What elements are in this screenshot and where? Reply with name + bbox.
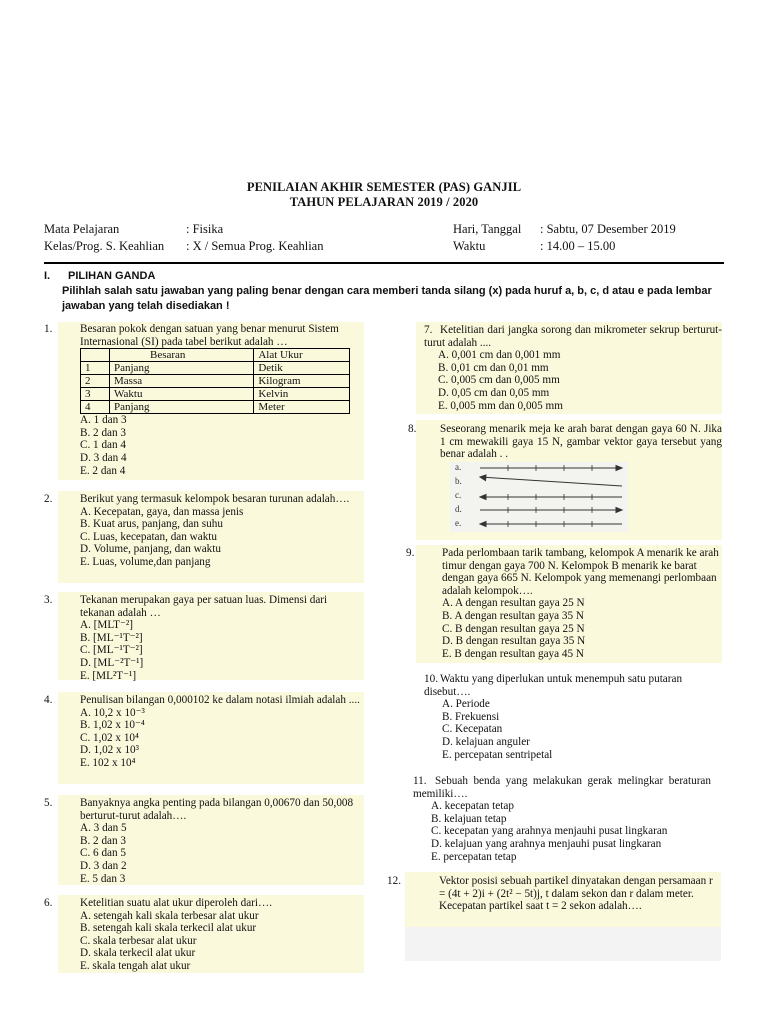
q5-option-e: E. 5 dan 3 bbox=[80, 872, 126, 885]
date-label: Hari, Tanggal bbox=[453, 222, 522, 236]
q9-option-b: B. A dengan resultan gaya 35 N bbox=[442, 609, 584, 622]
table-cell: Panjang bbox=[110, 401, 254, 414]
arrowhead-a bbox=[616, 466, 622, 471]
q6-option-e: E. skala tengah alat ukur bbox=[80, 959, 191, 972]
q4-option-e: E. 102 x 10⁴ bbox=[80, 756, 136, 769]
q3-option-b: B. [ML⁻¹T⁻²] bbox=[80, 631, 143, 644]
q5-option-c: C. 6 dan 5 bbox=[80, 847, 126, 860]
q10-option-c: C. Kecepatan bbox=[442, 723, 503, 736]
arrowhead-b bbox=[480, 475, 486, 481]
table-cell: 2 bbox=[81, 375, 110, 388]
subject-label: Mata Pelajaran bbox=[44, 222, 120, 236]
q10-stem: Waktu yang diperlukan untuk menempuh satu putaran disebut…. bbox=[424, 673, 683, 698]
q8-number: 8. bbox=[408, 423, 417, 435]
q9-option-c: C. B dengan resultan gaya 25 N bbox=[442, 622, 585, 635]
q8-vector-figure bbox=[450, 462, 628, 532]
time-label: Waktu bbox=[453, 239, 486, 253]
q4-option-b: B. 1,02 x 10⁻⁴ bbox=[80, 719, 145, 732]
q4-stem: Penulisan bilangan 0,000102 ke dalam notasi ilmiah adalah .... bbox=[80, 694, 360, 706]
q5-stem: Banyaknya angka penting pada bilangan 0,00670 dan 50,008 berturut-turut adalah…. bbox=[80, 797, 354, 822]
vector-diagram bbox=[450, 462, 628, 532]
q10-option-b: B. Frekuensi bbox=[442, 710, 500, 723]
q1-table bbox=[80, 348, 350, 414]
q2-option-b: B. Kuat arus, panjang, dan suhu bbox=[80, 518, 223, 531]
q9-number: 9. bbox=[406, 547, 415, 559]
vector-label-e: e. bbox=[455, 518, 462, 528]
q11-stem: Sebuah benda yang melakukan gerak melingkar beraturan memiliki…. bbox=[413, 775, 711, 800]
q5-number: 5. bbox=[44, 797, 53, 809]
vector-ticks bbox=[508, 465, 592, 527]
q1-option-c: C. 1 dan 4 bbox=[80, 439, 126, 452]
vector-label-b: b. bbox=[455, 476, 462, 486]
table-row bbox=[81, 388, 350, 401]
table-row bbox=[81, 349, 350, 362]
table-cell: Meter bbox=[254, 401, 350, 414]
q7-option-d: D. 0,05 cm dan 0,05 mm bbox=[438, 386, 550, 399]
class-value: : X / Semua Prog. Keahlian bbox=[186, 239, 324, 253]
table-header-cell: Alat Ukur bbox=[254, 349, 350, 362]
table-row bbox=[81, 362, 350, 375]
q3-option-c: C. [ML⁻¹T⁻²] bbox=[80, 644, 143, 657]
table-row bbox=[81, 375, 350, 388]
q7-stem: Ketelitian dari jangka sorong dan mikrometer sekrup berturut-turut adalah .... bbox=[424, 324, 722, 349]
q6-option-d: D. skala terkecil alat ukur bbox=[80, 947, 196, 960]
header-divider bbox=[44, 262, 724, 264]
q8-stem: Seseorang menarik meja ke arah barat dengan gaya 60 N. Jika 1 cm mewakili gaya 15 N, gambar vektor gaya tersebut yang benar adalah . . bbox=[440, 423, 722, 461]
q7-option-c: C. 0,005 cm dan 0,005 mm bbox=[438, 374, 560, 387]
q6-number: 6. bbox=[44, 897, 53, 909]
q9-option-e: E. B dengan resultan gaya 45 N bbox=[442, 647, 584, 660]
table-cell: Kelvin bbox=[254, 388, 350, 401]
table-header-cell bbox=[81, 349, 110, 362]
vector-label-c: c. bbox=[455, 490, 462, 500]
q6-option-c: C. skala terbesar alat ukur bbox=[80, 934, 197, 947]
q2-option-d: D. Volume, panjang, dan waktu bbox=[80, 543, 221, 556]
table-row bbox=[81, 401, 350, 414]
q3-option-d: D. [ML⁻²T⁻¹] bbox=[80, 656, 144, 669]
question-7 bbox=[424, 324, 722, 412]
q3-stem: Tekanan merupakan gaya per satuan luas. Dimensi dari tekanan adalah … bbox=[80, 594, 328, 619]
q1-stem: Besaran pokok dengan satuan yang benar menurut Sistem Internasional (SI) pada tabel berikut adalah … bbox=[80, 323, 339, 348]
table-cell: Massa bbox=[110, 375, 254, 388]
class-label: Kelas/Prog. S. Keahlian bbox=[44, 239, 165, 253]
q4-number: 4. bbox=[44, 694, 53, 706]
arrowhead-d bbox=[616, 508, 622, 513]
table-cell: 4 bbox=[81, 401, 110, 414]
q4-option-d: D. 1,02 x 10³ bbox=[80, 744, 139, 757]
q12-gray-area bbox=[405, 927, 721, 961]
q5-option-d: D. 3 dan 2 bbox=[80, 859, 127, 872]
q7-option-e: E. 0,005 mm dan 0,005 mm bbox=[438, 399, 563, 412]
table-header-cell: Besaran bbox=[110, 349, 254, 362]
q11-option-c: C. kecepatan yang arahnya menjauhi pusat lingkaran bbox=[431, 825, 668, 838]
q9-option-d: D. B dengan resultan gaya 35 N bbox=[442, 635, 586, 648]
q4-option-c: C. 1,02 x 10⁴ bbox=[80, 731, 139, 744]
section-instruction: Pilihlah salah satu jawaban yang paling benar dengan cara memberi tanda silang (x) pada huruf a, b, c, d atau e pada lembar jawaban yang telah disediakan ! bbox=[62, 285, 712, 312]
academic-year: TAHUN PELAJARAN 2019 / 2020 bbox=[289, 195, 479, 209]
q3-option-a: A. [MLT⁻²] bbox=[80, 619, 133, 632]
vector-b bbox=[480, 477, 622, 486]
q2-option-c: C. Luas, kecepatan, dan waktu bbox=[80, 530, 217, 543]
q11-option-d: D. kelajuan yang arahnya menjauhi pusat lingkaran bbox=[431, 837, 662, 850]
q2-option-e: E. Luas, volume,dan panjang bbox=[80, 555, 211, 568]
question-12 bbox=[387, 875, 719, 913]
table-cell: Panjang bbox=[110, 362, 254, 375]
vector-label-d: d. bbox=[455, 504, 462, 514]
arrowhead-c bbox=[480, 495, 486, 500]
date-value: : Sabtu, 07 Desember 2019 bbox=[540, 222, 676, 236]
q2-number: 2. bbox=[44, 493, 53, 505]
q11-number: 11. bbox=[413, 775, 427, 787]
q9-stem: Pada perlombaan tarik tambang, kelompok A menarik ke arah timur dengan gaya 700 N. Kelompok B menarik ke barat dengan gaya 665 N. Kelompok yang memenangi perlombaan adalah kelompok…. bbox=[442, 547, 719, 597]
q11-option-e: E. percepatan tetap bbox=[431, 850, 517, 863]
q3-number: 3. bbox=[44, 594, 53, 606]
q10-option-e: E. percepatan sentripetal bbox=[442, 748, 553, 761]
time-value: : 14.00 – 15.00 bbox=[540, 239, 616, 253]
table-cell: 1 bbox=[81, 362, 110, 375]
q1-option-e: E. 2 dan 4 bbox=[80, 464, 126, 477]
q6-option-b: B. setengah kali skala terkecil alat ukur bbox=[80, 922, 257, 935]
arrowhead-e bbox=[480, 522, 486, 527]
section-title: PILIHAN GANDA bbox=[68, 270, 156, 282]
q1-number: 1. bbox=[44, 323, 53, 335]
question-10 bbox=[424, 673, 722, 761]
exam-title: PENILAIAN AKHIR SEMESTER (PAS) GANJIL bbox=[246, 180, 522, 194]
table-cell: Waktu bbox=[110, 388, 254, 401]
q10-number: 10. bbox=[424, 673, 438, 685]
q1-option-d: D. 3 dan 4 bbox=[80, 451, 127, 464]
q11-option-a: A. kecepatan tetap bbox=[431, 800, 514, 813]
q6-stem: Ketelitian suatu alat ukur diperoleh dari…. bbox=[80, 897, 272, 909]
question-2 bbox=[44, 493, 362, 569]
q4-option-a: A. 10,2 x 10⁻³ bbox=[80, 706, 145, 719]
section-number: I. bbox=[44, 270, 51, 282]
q5-option-a: A. 3 dan 5 bbox=[80, 822, 127, 835]
subject-value: : Fisika bbox=[186, 222, 224, 236]
q2-option-a: A. Kecepatan, gaya, dan massa jenis bbox=[80, 505, 244, 518]
question-5 bbox=[44, 797, 362, 885]
q9-option-a: A. A dengan resultan gaya 25 N bbox=[442, 597, 585, 610]
q12-stem: Vektor posisi sebuah partikel dinyatakan dengan persamaan r = (4t + 2)i + (2t² − 5t)j, t dalam sekon dan r dalam meter. Kecepatan partikel saat t = 2 sekon adalah…. bbox=[439, 875, 713, 913]
q1-option-b: B. 2 dan 3 bbox=[80, 426, 126, 439]
q2-stem: Berikut yang termasuk kelompok besaran turunan adalah…. bbox=[80, 493, 350, 505]
table-cell: Detik bbox=[254, 362, 350, 375]
q10-option-a: A. Periode bbox=[442, 698, 490, 711]
question-3 bbox=[44, 594, 362, 682]
table-cell: 3 bbox=[81, 388, 110, 401]
q12-number: 12. bbox=[387, 875, 401, 887]
table-cell: Kilogram bbox=[254, 375, 350, 388]
q7-option-b: B. 0,01 cm dan 0,01 mm bbox=[438, 361, 549, 374]
q6-option-a: A. setengah kali skala terbesar alat ukur bbox=[80, 909, 259, 922]
question-4 bbox=[44, 694, 362, 770]
question-9 bbox=[406, 547, 722, 660]
q10-option-d: D. kelajuan anguler bbox=[442, 735, 530, 748]
q5-option-b: B. 2 dan 3 bbox=[80, 834, 126, 847]
question-8 bbox=[408, 423, 722, 461]
question-11 bbox=[413, 775, 711, 863]
q11-option-b: B. kelajuan tetap bbox=[431, 812, 507, 825]
vector-label-a: a. bbox=[455, 462, 462, 472]
q3-option-e: E. [ML²T⁻¹] bbox=[80, 669, 137, 682]
question-1 bbox=[44, 323, 362, 477]
question-6 bbox=[44, 897, 362, 973]
q7-number: 7. bbox=[424, 324, 433, 336]
q7-option-a: A. 0,001 cm dan 0,001 mm bbox=[438, 349, 561, 362]
q1-option-a: A. 1 dan 3 bbox=[80, 414, 127, 427]
